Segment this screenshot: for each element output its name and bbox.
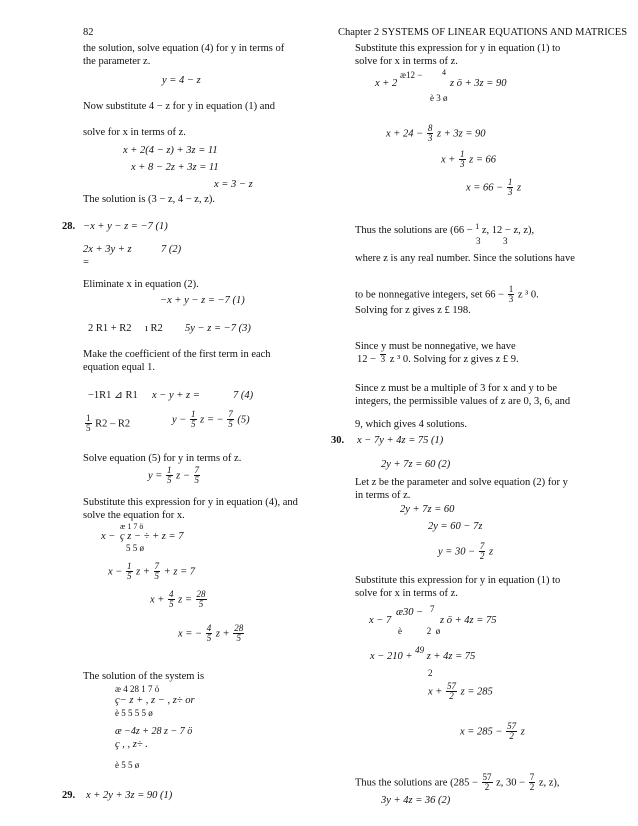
right-eq-1-c: 4 <box>442 68 446 77</box>
right-paragraph-4: to be nonnegative integers, set 66 − $\frac{1}{3}$ z ³ 0. <box>355 284 539 305</box>
row-op-1-target: ı R2 <box>145 323 163 334</box>
w-eq-3: x + $\frac{57}{2}$ z = 285 <box>428 681 493 702</box>
right-eq-1-b: æ12 − <box>400 70 423 80</box>
row-op-2: −1R1 ⊿ R1 <box>88 390 138 401</box>
left-paragraph-5: Eliminate x in equation (2). <box>83 279 199 290</box>
problem-28-eq2-lhs: 2x + 3y + z <box>83 244 132 255</box>
right-paragraph-2: Thus the solutions are (66 − $^1$ z, 12 − z, z), <box>355 222 535 236</box>
running-title: Chapter 2 SYSTEMS OF LINEAR EQUATIONS AND MATRICES <box>338 27 628 38</box>
w-eq-1-a: x − 7 <box>369 615 392 626</box>
problem-28-eq-4-rhs: 7 (4) <box>233 390 254 401</box>
equation-y: y = 4 − z <box>162 75 201 86</box>
left-paragraph-7: Solve equation (5) for y in terms of z. <box>83 453 242 464</box>
sub-eq-1-bot: 5 5 ø <box>126 543 144 553</box>
right-paragraph-9: 9, which gives 4 solutions. <box>355 419 467 430</box>
equation-1: x + 2(4 − z) + 3z = 11 <box>123 145 218 156</box>
problem-28-eq-3: 5y − z = −7 (3) <box>185 323 251 334</box>
solution-line-2: ç− z + , z − , z÷ or <box>115 695 195 706</box>
right-paragraph-6: Since y must be nonnegative, we have <box>355 341 516 352</box>
right-paragraph-11: Substitute this expression for y in equation (1) to solve for x in terms of z. <box>355 575 561 600</box>
equation-3: x = 3 − z <box>214 179 253 190</box>
right-paragraph-8: Since z must be a multiple of 3 for x and y to be integers, the permissible values of z are 0, 3, 6, and <box>355 383 571 408</box>
right-paragraph-10: Let z be the parameter and solve equation (2) for y in terms of z. <box>355 477 568 502</box>
problem-30-eq2: 2y + 7z = 60 (2) <box>381 459 451 470</box>
solution-line-6: è 5 5 ø <box>115 760 140 770</box>
w-eq-1-frac-num: 7 <box>430 604 435 614</box>
right-paragraph-7: 12 − 3 z ³ 0. Solving for z gives z £ 9. <box>357 354 519 365</box>
problem-28-eq-5: y − $\frac{1}{5}$ z = − $\frac{7}{5}$ (5) <box>172 409 250 430</box>
sub-eq-2: x − $\frac{1}{5}$ z + $\frac{7}{5}$ + z = 7 <box>108 561 196 582</box>
w-eq-2: x − 210 + 49 z + 4z = 75 <box>370 645 476 662</box>
left-paragraph-1: the solution, solve equation (4) for y in terms of the parameter z. <box>83 43 285 68</box>
left-paragraph-3: solve for x in terms of z. <box>83 127 186 138</box>
left-paragraph-2: Now substitute 4 − z for y in equation (1) and <box>83 101 275 112</box>
solution-line-1: æ 4 28 1 7 ö <box>115 684 160 694</box>
sub-eq-1-lhs: x − <box>101 531 116 542</box>
q-eq-3: y = 30 − $\frac{7}{2}$ z <box>438 541 494 562</box>
w-eq-4: x = 285 − $\frac{57}{2}$ z <box>460 721 525 742</box>
right-eq-3: x + $\frac{1}{3}$ z = 66 <box>441 149 497 170</box>
row-op-3: $\frac{1}{5}$ R2 – R2 <box>86 413 131 434</box>
fraction-one-fifth: $\frac{1}{5}$ <box>86 413 91 434</box>
page-number: 82 <box>83 27 94 38</box>
problem-28-eq-4: x − y + z = <box>152 390 200 401</box>
w-eq-1-c: z ö + 4z = 75 <box>440 615 497 626</box>
right-paragraph-5: Solving for z gives z £ 198. <box>355 305 471 316</box>
equation-2: x + 8 − 2z + 3z = 11 <box>131 162 219 173</box>
sub-eq-1-mid: ç z − ÷ + z = 7 <box>120 531 184 542</box>
right-paragraph-1: Substitute this expression for y in equation (1) to solve for x in terms of z. <box>355 43 561 68</box>
right-paragraph-2-denominators: 3 3 <box>476 236 508 246</box>
problem-29-eq1: x + 2y + 3z = 90 (1) <box>86 790 173 801</box>
right-eq-1-d: z ö + 3z = 90 <box>450 78 507 89</box>
w-eq-2-denom: 2 <box>428 668 433 678</box>
right-eq-2: x + 24 − $\frac{8}{3}$ z + 3z = 90 <box>386 123 486 144</box>
left-paragraph-4: The solution is (3 − z, 4 − z, z). <box>83 194 215 205</box>
equation-y-of-z: y = $\frac{1}{5}$ z − $\frac{7}{5}$ <box>148 465 200 486</box>
problem-28-eq2-equals: = <box>83 257 89 268</box>
sub-eq-1-top: æ 1 7 ö <box>120 522 144 531</box>
problem-28-number: 28. <box>62 221 76 232</box>
right-paragraph-12: Thus the solutions are (285 − $\frac{57}{2}$ z, 30 − $\frac{7}{2}$ z, z), <box>355 772 560 793</box>
w-eq-1-d: è 2 ø <box>398 626 441 636</box>
left-paragraph-9: The solution of the system is <box>83 671 205 682</box>
solution-line-5: ç , , z÷ . <box>115 739 148 750</box>
solution-line-3: è 5 5 5 5 ø <box>115 708 153 718</box>
sub-eq-3: x + $\frac{4}{5}$ z = $\frac{28}{5}$ <box>150 589 206 610</box>
problem-28-eq2-rhs: 7 (2) <box>161 244 182 255</box>
problem-28-eq1: −x + y − z = −7 (1) <box>83 221 168 232</box>
right-eq-1-a: x + 2 <box>375 78 398 89</box>
solution-line-4: æ −4z + 28 z − 7 ö <box>115 726 193 737</box>
right-eq-1-e: è 3 ø <box>430 93 448 103</box>
last-equation: 3y + 4z = 36 (2) <box>381 795 451 806</box>
q-eq-1: 2y + 7z = 60 <box>400 504 455 515</box>
w-eq-1-b: æ30 − <box>396 607 424 618</box>
left-paragraph-6: Make the coefficient of the first term in each equation equal 1. <box>83 349 271 374</box>
right-paragraph-3: where z is any real number. Since the solutions have <box>355 253 575 264</box>
problem-28-eq3: −x + y − z = −7 (1) <box>160 295 245 306</box>
row-op-1: 2 R1 + R2 <box>88 323 132 334</box>
problem-30-number: 30. <box>331 435 345 446</box>
problem-29-number: 29. <box>62 790 76 801</box>
right-eq-4: x = 66 − $\frac{1}{3}$ z <box>466 177 522 198</box>
left-paragraph-8: Substitute this expression for y in equation (4), and solve the equation for x. <box>83 497 298 522</box>
q-eq-2: 2y = 60 − 7z <box>428 521 483 532</box>
problem-30-eq1: x − 7y + 4z = 75 (1) <box>357 435 444 446</box>
sub-eq-4: x = − $\frac{4}{5}$ z + $\frac{28}{5}$ <box>178 623 244 644</box>
